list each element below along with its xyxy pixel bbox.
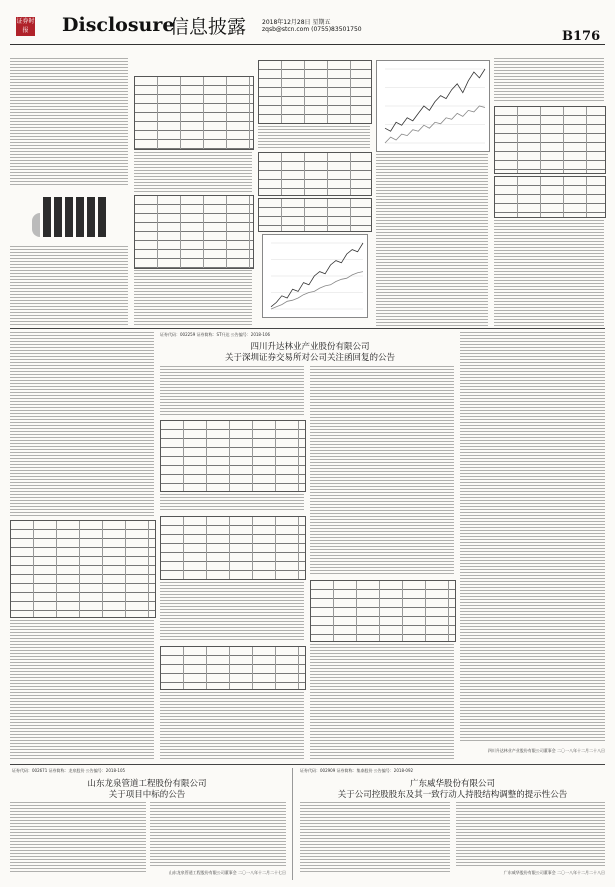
chart-bar [65,197,73,237]
text-column [150,802,286,866]
text-column [376,154,488,326]
data-table [10,520,156,618]
company-name: 山东龙泉管道工程股份有限公司 [87,779,207,789]
text-column [300,802,450,872]
signature: 四川升达林业产业股份有限公司董事会 二〇一八年十二月二十八日 [487,748,605,753]
line-chart [376,60,490,152]
text-column [258,126,370,148]
signature: 山东龙泉管道工程股份有限公司董事会 二〇一八年十二月二十七日 [168,870,286,875]
data-table [160,420,306,492]
page-number: B176 [562,29,601,44]
chart-bar [98,197,106,237]
text-column [160,692,304,760]
text-column [10,332,154,518]
newspaper-logo: 证券时报 [16,18,35,34]
data-table [494,106,606,174]
data-table [258,198,372,232]
data-table [134,195,254,269]
chart-bar [43,197,51,237]
text-column [10,802,146,872]
contact-info: zqsb@stcn.com (0755)83501750 [262,26,362,33]
data-table [494,176,606,218]
data-table [160,646,306,690]
text-column [494,58,604,102]
text-column [310,366,454,576]
chart-series-line [271,272,363,309]
text-column [134,152,252,192]
section-rule [10,764,605,765]
data-table [134,76,254,150]
notice-title: 关于深圳证券交易所对公司关注函回复的公告 [224,353,395,363]
text-column [160,494,304,512]
text-column [160,582,304,642]
section-rule [10,328,605,329]
chart-bar [54,197,62,237]
security-codes: 证券代码：002671 证券简称：龙泉股份 公告编号：2018-105 [12,768,126,773]
text-column [134,270,252,326]
section-title-cn: 信息披露 [170,16,247,38]
data-table [310,580,456,642]
company-name: 四川升达林业产业股份有限公司 [250,342,370,352]
data-table [258,152,372,196]
notice-title: 关于项目中标的公告 [108,790,186,800]
text-column [494,220,604,326]
security-codes: 证券代码：002909 证券简称：集泰股份 公告编号：2018-092 [300,768,414,773]
masthead [0,0,615,44]
notice-title: 关于公司控股股东及其一致行动人持股结构调整的提示性公告 [337,790,568,800]
chart-bar [32,213,40,237]
text-column [460,332,605,742]
line-chart [262,234,368,318]
issue-date: 2018年12月28日 星期五 [262,19,331,26]
chart-series-line [271,243,363,307]
text-column [310,644,454,760]
company-name: 广东威华股份有限公司 [409,779,495,789]
data-table [160,516,306,580]
chart-bar [76,197,84,237]
text-column [10,246,128,326]
data-table [258,60,372,124]
signature: 广东威华股份有限公司董事会 二〇一八年十二月二十八日 [503,870,605,875]
text-column [10,620,154,760]
text-column [456,802,605,866]
security-codes: 证券代码：002259 证券简称：ST升达 公告编号：2018-106 [160,332,271,337]
masthead-rule [10,44,605,45]
column-divider [292,768,293,880]
chart-series-line [385,69,485,131]
section-title: Disclosure [62,14,175,36]
chart-bar [87,197,95,237]
bar-chart [30,193,110,237]
text-column [10,58,128,186]
text-column [160,366,304,416]
